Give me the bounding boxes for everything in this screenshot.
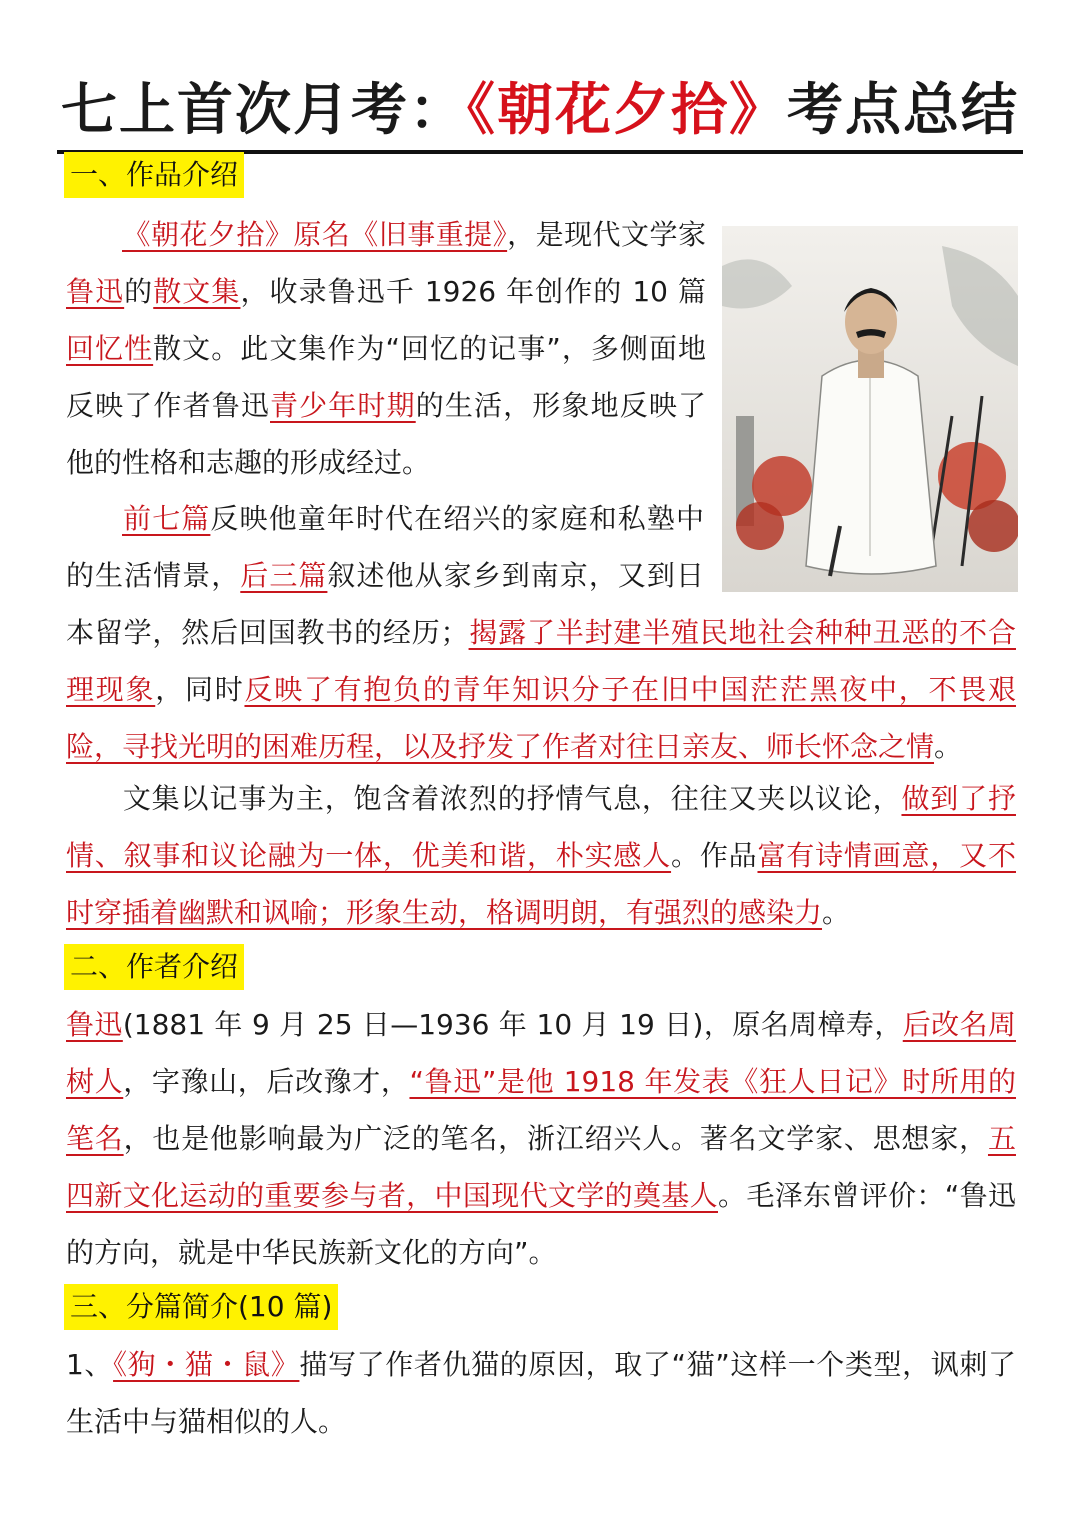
underlined-text: 青少年时期 [270, 389, 416, 422]
underlined-text: 《朝花夕拾》原名《旧事重提》 [122, 218, 508, 251]
float-spacer [704, 490, 1016, 592]
underlined-text: 鲁迅 [66, 1008, 123, 1041]
underlined-text: 揭露了半封建半殖民地社会种种丑恶的不合理现象 [66, 616, 1016, 706]
chapter-item-1: 1、《狗・猫・鼠》描写了作者仇猫的原因，取了“猫”这样一个类型，讽刺了生活中与猫相似的人。 [66, 1348, 1016, 1438]
section-heading-author: 二、作者介绍 [64, 944, 244, 990]
underlined-text: 五四新文化运动的重要参与者，中国现代文学的奠基人 [66, 1122, 1016, 1212]
underlined-text: 散文集 [153, 275, 241, 308]
intro-paragraph-1: 《朝花夕拾》原名《旧事重提》，是现代文学家鲁迅的散文集，收录鲁迅千 1926 年创作的 10 篇回忆性散文。此文集作为“回忆的记事”，多侧面地反映了作者鲁迅青少年时期的生活，形象地反映了他的性格和志趣的形成经过。 [66, 218, 706, 479]
author-paragraph: 鲁迅(1881 年 9 月 25 日—1936 年 10 月 19 日)，原名周樟寿，后改名周树人，字豫山，后改豫才，“鲁迅”是他 1918 年发表《狂人日记》时所用的笔名，也是他影响最为广泛的笔名，浙江绍兴人。著名文学家、思想家，五四新文化运动的重要参与者，中国现代文学的奠基人。毛泽东曾评价：“鲁迅的方向，就是中华民族新文化的方向”。 [66, 1008, 1016, 1269]
underlined-text: 前七篇 [122, 502, 211, 535]
underlined-text: 鲁迅 [66, 275, 125, 308]
title-underline [57, 72, 1023, 154]
page-title [0, 72, 1080, 154]
title-highlight: 《朝花夕拾》 [467, 77, 787, 143]
title-prefix: 七上首次月考： [61, 77, 467, 143]
intro-paragraph-2: 前七篇反映他童年时代在绍兴的家庭和私塾中的生活情景，后三篇叙述他从家乡到南京，又到日本留学，然后回国教书的经历；揭露了半封建半殖民地社会种种丑恶的不合理现象，同时反映了有抱负的青年知识分子在旧中国茫茫黑夜中，不畏艰险，寻找光明的困难历程，以及抒发了作者对往日亲友、师长怀念之情。 [66, 490, 1016, 775]
section-heading-chapters: 三、分篇简介(10 篇) [64, 1284, 338, 1330]
title-suffix: 考点总结 [787, 77, 1019, 143]
section-heading-intro: 一、作品介绍 [64, 152, 244, 198]
underlined-text: 后改名周树人 [66, 1008, 1016, 1098]
underlined-text: 反映了有抱负的青年知识分子在旧中国茫茫黑夜中，不畏艰险，寻找光明的困难历程，以及抒发了作者对往日亲友、师长怀念之情 [66, 673, 1016, 763]
underlined-text: 做到了抒情、叙事和议论融为一体，优美和谐，朴实感人 [66, 782, 1016, 872]
underlined-text: 后三篇 [240, 559, 328, 592]
underlined-text: “鲁迅”是他 1918 年发表《狂人日记》时所用的笔名 [66, 1065, 1016, 1155]
underlined-text: 富有诗情画意，又不时穿插着幽默和讽喻；形象生动，格调明朗，有强烈的感染力 [66, 839, 1016, 929]
underlined-text: 回忆性 [66, 332, 154, 365]
intro-paragraph-3: 文集以记事为主，饱含着浓烈的抒情气息，往往又夹以议论，做到了抒情、叙事和议论融为一体，优美和谐，朴实感人。作品富有诗情画意，又不时穿插着幽默和讽喻；形象生动，格调明朗，有强烈的感染力。 [66, 782, 1016, 929]
underlined-text: 《狗・猫・鼠》 [113, 1348, 300, 1381]
